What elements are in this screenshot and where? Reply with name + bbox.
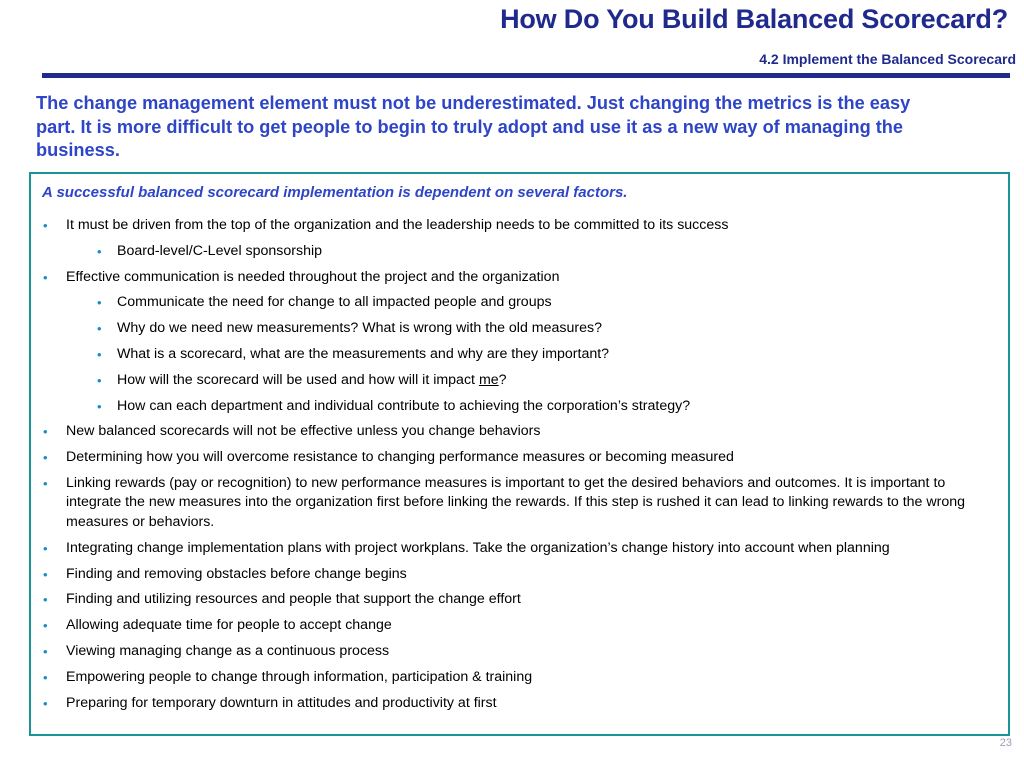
bullet-text: Finding and removing obstacles before change begins [66,565,407,582]
bullet-item [39,616,999,636]
bullet-text: Linking rewards (pay or recognition) to new performance measures is important to get the desired behaviors and outcomes. It is important to integrate the new measures into the organization first before linking the rewards. If this step is rushed it can lead to linking rewards to the wrong measures or behaviors. [66,474,966,530]
bullet-icon: • [43,269,48,285]
bullet-text: How will the scorecard will be used and how will it impact [117,371,479,388]
bullet-text: Board-level/C-Level sponsorship [117,242,323,259]
intro-paragraph: The change management element must not be underestimated. Just changing the metrics is the easy part. It is more difficult to get people to begin to truly adopt and use it as a new way of managing the business. [36,93,911,160]
sub-bullet-item [39,397,999,417]
bullet-item [39,590,999,610]
bullet-item [39,539,999,559]
bullet-icon: • [97,372,102,388]
bullet-item [39,642,999,662]
bullet-text: Why do we need new measurements? What is wrong with the old measures? [117,320,602,337]
bullet-item [39,216,999,236]
bullet-text: Integrating change implementation plans with project workplans. Take the organization’s change history into account when planning [66,539,890,556]
bullet-text: Determining how you will overcome resistance to changing performance measures or becoming measured [66,449,734,466]
bullet-text: Viewing managing change as a continuous process [66,642,390,659]
header-rule [42,73,1010,78]
bullet-icon: • [97,295,102,311]
sub-bullet-item [39,371,999,391]
bullet-text: Allowing adequate time for people to accept change [66,617,392,634]
bullet-item [39,422,999,442]
factors-heading: A successful balanced scorecard implementation is dependent on several factors. [42,184,628,201]
bullet-icon: • [43,424,48,440]
page-number: 23 [999,737,1012,749]
bullet-icon: • [97,346,102,362]
bullet-icon: • [43,540,48,556]
bullet-text: Communicate the need for change to all impacted people and groups [117,294,552,311]
bullet-icon: • [43,643,48,659]
bullet-text: It must be driven from the top of the organization and the leadership needs to be committed to its success [66,217,729,233]
bullet-icon: • [43,669,48,685]
bullet-text: ? [498,371,507,388]
factors-list [39,216,999,719]
bullet-icon: • [43,218,48,233]
bullet-icon: • [43,475,48,491]
bullet-text-underlined: me [478,371,499,388]
bullet-text: New balanced scorecards will not be effective unless you change behaviors [66,423,541,440]
sub-bullet-item [39,319,999,339]
sub-bullet-item [39,242,999,262]
bullet-item [39,694,999,714]
bullet-item [39,565,999,585]
sub-bullet-item [39,345,999,365]
bullet-icon: • [43,592,48,608]
section-subtitle: 4.2 Implement the Balanced Scorecard [759,51,1016,67]
bullet-icon: • [97,398,102,414]
bullet-item [39,668,999,688]
bullet-icon: • [97,243,102,259]
bullet-item [39,268,999,288]
bullet-text: What is a scorecard, what are the measurements and why are they important? [117,345,610,362]
sub-bullet-item [39,293,999,313]
bullet-icon: • [43,450,48,466]
slide-title: How Do You Build Balanced Scorecard? [500,4,1008,34]
bullet-text: Empowering people to change through information, participation & training [66,668,533,685]
bullet-text: Preparing for temporary downturn in attitudes and productivity at first [66,694,497,711]
bullet-item [39,474,999,533]
bullet-icon: • [43,695,48,711]
factors-box [29,172,1010,736]
bullet-icon: • [43,618,48,634]
bullet-text: Effective communication is needed throughout the project and the organization [66,268,560,285]
bullet-icon: • [43,566,48,582]
bullet-icon: • [97,321,102,337]
bullet-item [39,448,999,468]
bullet-text: How can each department and individual contribute to achieving the corporation’s strategy? [117,397,691,414]
bullet-text: Finding and utilizing resources and people that support the change effort [66,591,521,608]
